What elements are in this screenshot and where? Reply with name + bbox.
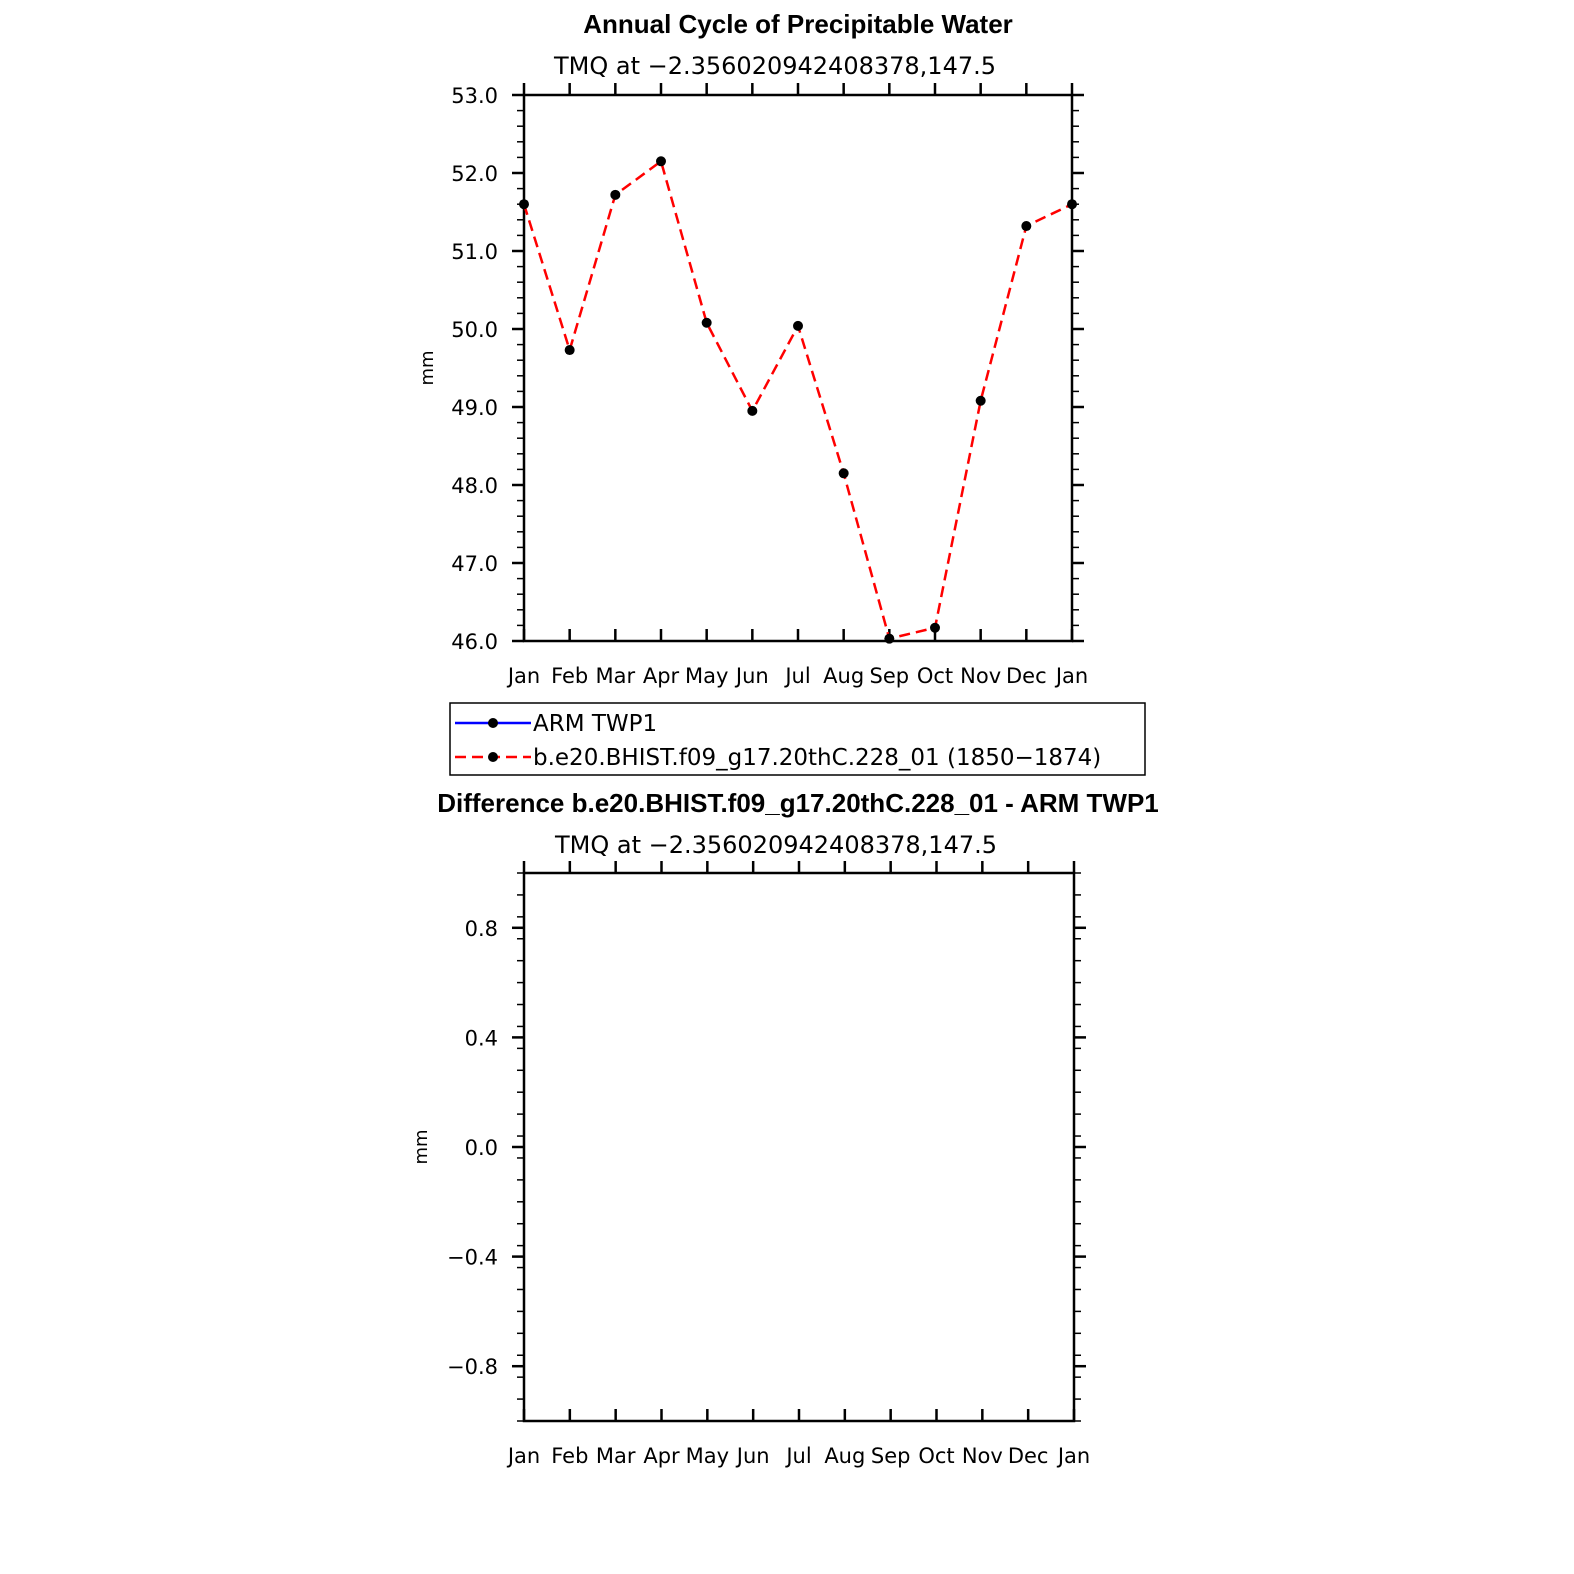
x-tick-label: Oct (916, 664, 954, 688)
x-tick-label: Apr (642, 664, 680, 688)
y-axis-ticks (451, 84, 1084, 654)
diff-x-axis-ticks (506, 861, 1090, 1468)
data-point (565, 345, 575, 355)
data-point (884, 634, 894, 644)
y-tick-label: 50.0 (451, 318, 498, 342)
x-tick-label: Feb (551, 1444, 589, 1468)
x-tick-label: Mar (595, 1444, 636, 1468)
data-point (610, 190, 620, 200)
y-tick-label: 52.0 (451, 162, 498, 186)
data-point (793, 321, 803, 331)
diff-y-axis-label: mm (411, 1129, 432, 1165)
x-tick-label: Nov (961, 1444, 1003, 1468)
x-tick-label: Oct (918, 1444, 955, 1468)
data-point (656, 156, 666, 166)
x-tick-label: Aug (824, 1444, 866, 1468)
y-tick-label: 0.4 (464, 1026, 498, 1051)
data-point (930, 623, 940, 633)
diff-plot-frame (524, 873, 1074, 1421)
y-tick-label: −0.8 (447, 1355, 498, 1380)
legend-label-arm: ARM TWP1 (533, 711, 658, 737)
x-tick-label: Feb (551, 664, 589, 688)
data-point (976, 396, 986, 406)
plot-frame (524, 95, 1072, 641)
x-tick-label: Dec (1007, 1444, 1049, 1468)
legend-marker-arm (488, 718, 498, 728)
x-tick-label: Dec (1006, 664, 1047, 688)
y-tick-label: 0.8 (464, 916, 498, 941)
chart-title: Annual Cycle of Precipitable Water (583, 9, 1013, 39)
x-tick-label: Jan (507, 664, 541, 688)
legend-marker-model (488, 752, 498, 762)
annual-cycle-chart (417, 9, 1145, 775)
x-tick-label: Jul (785, 664, 811, 688)
x-tick-label: Apr (643, 1444, 680, 1468)
x-tick-label: Jul (786, 1444, 812, 1468)
legend-label-model: b.e20.BHIST.f09_g17.20thC.228_01 (1850−1874) (533, 745, 1102, 771)
chart-subtitle: TMQ at −2.356020942408378,147.5 (553, 52, 997, 80)
diff-chart-subtitle: TMQ at −2.356020942408378,147.5 (554, 831, 998, 859)
y-tick-label: 0.0 (464, 1136, 498, 1160)
series-line-1 (524, 161, 1072, 638)
x-tick-label: Mar (595, 664, 636, 688)
data-point (1021, 221, 1031, 231)
data-point (1067, 199, 1077, 209)
y-tick-label: 51.0 (451, 240, 498, 264)
x-tick-label: Jan (1055, 664, 1089, 688)
x-tick-label: Jan (507, 1444, 541, 1468)
legend (450, 703, 1145, 775)
x-tick-label: May (684, 664, 729, 688)
series-layer (519, 156, 1077, 643)
data-point (747, 406, 757, 416)
x-tick-label: Nov (960, 664, 1002, 688)
y-tick-label: 49.0 (451, 396, 498, 420)
y-tick-label: 47.0 (451, 552, 498, 576)
data-point (839, 468, 849, 478)
y-tick-label: 48.0 (451, 474, 498, 498)
y-tick-label: 46.0 (451, 630, 498, 654)
y-tick-label: 53.0 (451, 84, 498, 108)
y-axis-label: mm (417, 350, 438, 386)
difference-chart (411, 788, 1159, 1468)
data-point (702, 318, 712, 328)
x-tick-label: Sep (870, 1444, 911, 1468)
y-tick-label: −0.4 (447, 1245, 498, 1270)
x-tick-label: Jun (735, 664, 769, 688)
diff-y-axis-ticks (447, 873, 1086, 1421)
legend-entry-model (455, 745, 1101, 771)
x-tick-label: Jan (1057, 1444, 1091, 1468)
x-tick-label: Sep (869, 664, 910, 688)
x-tick-label: Aug (823, 664, 865, 688)
diff-chart-title: Difference b.e20.BHIST.f09_g17.20thC.228_01 - ARM TWP1 (437, 788, 1159, 818)
data-point (519, 199, 529, 209)
x-tick-label: May (685, 1444, 730, 1468)
x-tick-label: Jun (736, 1444, 770, 1468)
x-axis-ticks (506, 83, 1088, 688)
